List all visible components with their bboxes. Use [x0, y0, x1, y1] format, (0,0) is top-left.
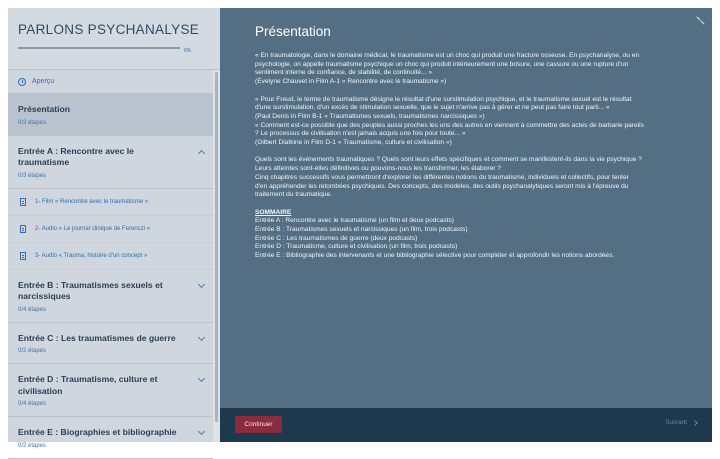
section-entree-a[interactable] [8, 136, 213, 189]
section-progress: 0/2 étapes [18, 442, 47, 449]
sommaire-heading: SOMMAIRE [255, 208, 292, 216]
page-title: Présentation [255, 24, 331, 39]
lesson-content [220, 8, 712, 442]
lesson-footer [220, 408, 712, 442]
section-entree-d[interactable] [8, 364, 213, 417]
outline-list [8, 70, 213, 449]
section-presentation[interactable] [8, 94, 213, 136]
text-line: Cinq chapitres successifs vous permettront d'explorer les différentes notions du traumatisme, individuels et collectifs, pour tenter [255, 173, 629, 181]
course-progress [18, 45, 210, 54]
text-line: (Paul Denis in Film B-1 « Traumatismes sexuels, traumatismes narcissiques ») [255, 112, 485, 120]
intro-block [255, 156, 683, 200]
section-entree-e[interactable] [8, 417, 213, 459]
next-label: Suivant [665, 419, 687, 426]
text-line: Quels sont les événements traumatiques ? Quels sont leurs effets spécifiques et comment se manifestent-ils dans la vie psychique ? [255, 156, 642, 164]
lesson-label: 2- Audio « Le journal clinique de Ferenczi » [35, 225, 151, 232]
progress-percent: 0% [184, 48, 192, 54]
section-progress: 0/4 étapes [18, 401, 47, 407]
chevron-down-icon[interactable] [198, 280, 205, 287]
text-line: « Comment est-ce possible que des peuples aussi proches les uns des autres en viennent à commettre des actes de barbarie pareils [255, 121, 644, 129]
text-line: psychologie, on appelle traumatisme psychique un choc qui produit intérieurement une brisure, une cassure ou une rupture d'un [255, 60, 629, 68]
section-progress: 0/3 étapes [18, 172, 47, 179]
section-entree-b[interactable] [8, 270, 213, 323]
course-player [8, 8, 712, 449]
sommaire-item: Entrée D : Traumatisme, culture et civilisation (un film, trois podcasts) [255, 243, 458, 251]
text-line: (Évelyne Chauvet in Film A-1 « Rencontre avec le traumatisme ») [255, 78, 447, 86]
chevron-up-icon[interactable] [198, 149, 205, 156]
overview-label: Aperçu [32, 78, 55, 85]
lesson-item[interactable] [8, 189, 213, 216]
section-title: Entrée E : Biographies et bibliographie [18, 427, 177, 437]
text-line: d'une surstimulation, d'un excès de stimulation sexuelle, que le sujet n'arrive pas à gérer et ne peut pas faire tout parti... » [255, 104, 610, 112]
overview-link[interactable] [8, 70, 213, 94]
section-title: Entrée B : Traumatismes sexuels et narcissiques [18, 279, 163, 301]
sidebar-header [8, 8, 220, 70]
lesson-item[interactable] [8, 243, 213, 270]
section-progress: 0/2 étapes [18, 348, 47, 354]
chevron-right-icon [692, 420, 698, 426]
lesson-body [255, 52, 683, 270]
sommaire-item: Entrée E : Bibliographie des intervenants et une bibliographie sélective pour compléter et approfondir les notions abordées. [255, 252, 615, 260]
section-progress: 0/3 étapes [18, 119, 47, 126]
text-line: ? Le processus de civilisation n'est jamais acquis une fois pour toute... » [255, 130, 466, 138]
section-title: Entrée D : Traumatisme, culture et civilisation [18, 374, 158, 396]
text-line: d'en appréhender les retombées psychiques. Des concepts, des modèles, des outils psychanalytiques seront mis à l'épreuve du [255, 182, 629, 190]
text-line: « En traumatologie, dans le domaine médical, le traumatisme est un choc qui produit une fracture osseuse. En psychanalyse, ou en [255, 52, 640, 59]
clock-icon [18, 78, 26, 86]
continue-button[interactable]: Continuer [235, 416, 282, 433]
document-icon [20, 198, 26, 206]
scrollbar-thumb[interactable] [215, 72, 218, 422]
text-line: « Pour Freud, le terme de traumatisme désigne le résultat d'une surstimulation psychique, et le traumatisme sexuel est le résultat [255, 95, 632, 103]
course-sidebar [8, 8, 220, 449]
quote-block-2 [255, 96, 683, 148]
lesson-label: 3- Audio « Trauma, histoire d'un concept » [35, 252, 148, 259]
lesson-item[interactable] [8, 216, 213, 243]
text-line: (Gilbert Diatkine in Film D-1 « Traumatisme, culture et civilisation ») [255, 139, 452, 147]
sommaire-item: Entrée B : Traumatismes sexuels et narcissiques (un film, trois podcasts) [255, 226, 468, 234]
section-title: Entrée A : Rencontre avec le traumatisme [18, 145, 134, 167]
document-icon [20, 225, 26, 233]
progress-bar [18, 47, 180, 49]
sidebar-scrollbar[interactable] [213, 70, 220, 442]
text-line: traitement du traumatique. [255, 191, 332, 199]
chevron-down-icon[interactable] [198, 333, 205, 340]
document-icon [20, 252, 26, 260]
sommaire-block [255, 209, 683, 261]
sommaire-item: Entrée A : Rencontre avec le traumatisme (un film et deux podcasts) [255, 217, 455, 225]
section-progress: 0/4 étapes [18, 306, 47, 313]
section-title: Présentation [18, 104, 71, 114]
text-line: Leurs atteintes sont-elles définitives ou pouvons-nous les transformer, les élaborer ? [255, 165, 501, 173]
course-title: PARLONS PSYCHANALYSE [18, 22, 200, 37]
sommaire-item: Entrée C : Les traumatismes de guerre (deux podcasts) [255, 234, 418, 242]
next-button[interactable] [665, 419, 697, 426]
section-title: Entrée C : Les traumatismes de guerre [18, 332, 176, 343]
collapse-icon[interactable] [696, 16, 704, 24]
section-entree-c[interactable] [8, 323, 213, 365]
lesson-label: 1- Film « Rencontre avec le traumatisme » [35, 198, 149, 205]
quote-block-1 [255, 52, 683, 87]
text-line: sentiment interne de confiance, de stabilité, de continuité... » [255, 69, 433, 77]
